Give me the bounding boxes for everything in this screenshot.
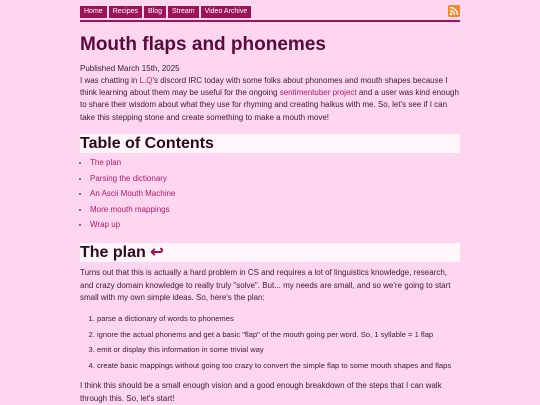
nav-home-link[interactable]: Home [80, 6, 107, 18]
plan-heading-box [80, 243, 460, 262]
plan-heading [80, 243, 460, 262]
table-of-contents [80, 158, 175, 236]
plan-paragraph: Turns out that this is actually a hard problem in CS and requires a lot of linguistics knowledge, research, and crazy domain knowledge to really truly "solve". But... my needs are small, and so we're going to start small with my own simple ideas. So, here's the plan: [80, 268, 451, 302]
rss-feed-icon[interactable] [448, 5, 460, 17]
return-arrow-icon[interactable]: ↩ [150, 244, 164, 261]
nav-blog-link[interactable]: Blog [144, 6, 166, 18]
toc-item[interactable] [90, 205, 175, 221]
nav-stream-link[interactable]: Stream [168, 6, 199, 18]
nav-recipes-link[interactable]: Recipes [109, 6, 142, 18]
intro-text-end: and a user was kind enough to share their wisdom about what they use for rhyming and creating haikus with me. So, let's see if I can take this stepping stone and create something to make a mouth move! [80, 88, 459, 122]
page-title: Mouth flaps and phonemes [80, 34, 326, 55]
nav-video-archive-link[interactable]: Video Archive [201, 6, 252, 18]
plan-steps-list [80, 314, 462, 376]
sentimentuber-project-link[interactable]: sentimentuber project [279, 88, 357, 98]
plan-step: 4. create basic mappings without going too crazy to convert the simple flap to some mouth shapes and flaps [97, 361, 462, 377]
plan-heading-text: The plan [80, 244, 146, 261]
intro-paragraph [80, 75, 460, 124]
toc-link-the-plan[interactable]: The plan [90, 158, 122, 167]
lq-link[interactable]: L.Q [139, 76, 153, 85]
published-date: Published March 15th, 2025 [80, 64, 180, 73]
toc-item[interactable] [90, 189, 175, 205]
nav-divider [80, 20, 460, 22]
toc-heading: Table of Contents [80, 135, 214, 152]
intro-text-start: I was chatting in [80, 76, 140, 85]
toc-item[interactable] [90, 220, 175, 236]
toc-link-more-mouth-mappings[interactable]: More mouth mappings [90, 204, 170, 214]
toc-item[interactable] [90, 174, 175, 190]
toc-heading-box [80, 134, 460, 153]
plan-step: 2. ignore the actual phonems and get a basic "flap" of the mouth going per word. So, 1 syllable = 1 flap [97, 330, 462, 346]
plan-step: 1. parse a dictionary of words to phonemes [97, 314, 462, 330]
toc-link-wrap-up[interactable]: Wrap up [90, 220, 121, 229]
plan-step: 3. emit or display this information in some trivial way [97, 345, 462, 361]
toc-link-ascii-mouth-machine[interactable]: An Ascii Mouth Machine [90, 189, 176, 198]
toc-link-parsing-dictionary[interactable]: Parsing the dictionary [90, 173, 167, 183]
plan-closing-paragraph: I think this should be a small enough vision and a good enough breakdown of the steps that I can walk through this. So, let's start! [80, 381, 442, 403]
intro-text-middle: 's discord IRC today with some folks about phonomes and mouth shapes because I think learning about them may be useful for the ongoing [80, 76, 448, 98]
toc-item[interactable] [90, 158, 175, 174]
